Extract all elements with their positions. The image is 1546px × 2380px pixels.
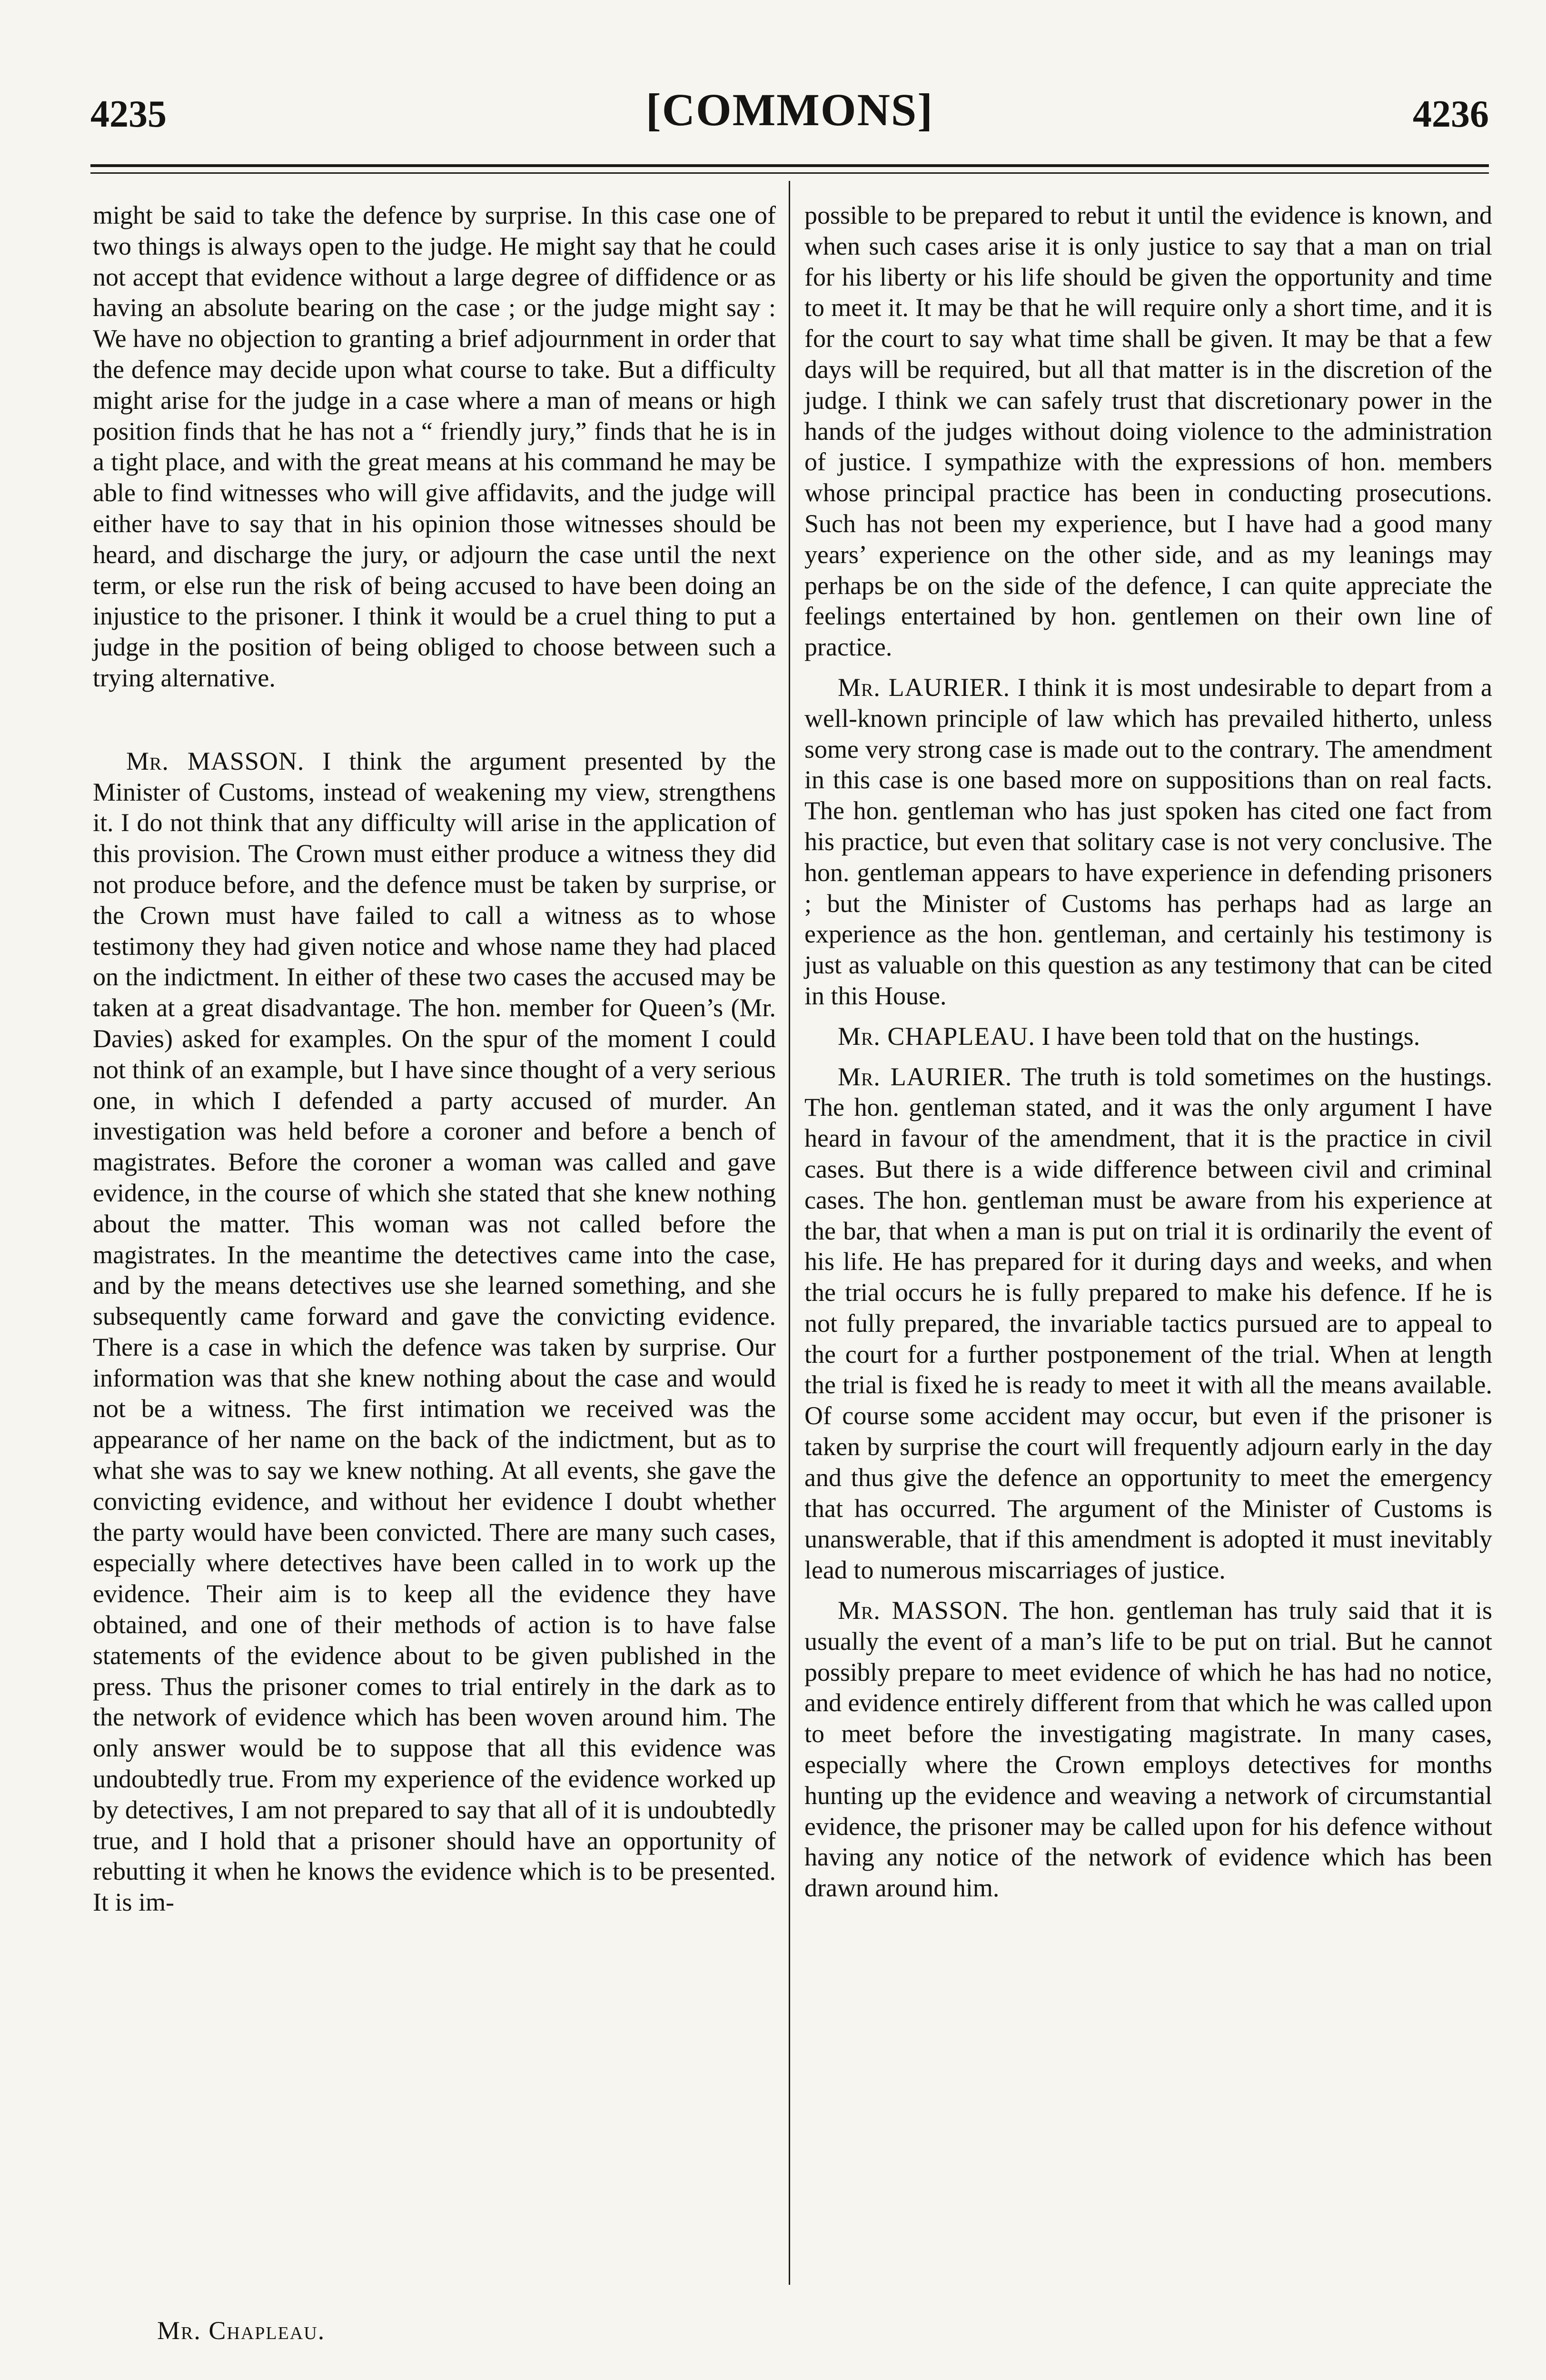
speech [804,672,1492,1012]
speaker-name: Mr. LAURIER. [838,673,1011,702]
speech-text: The hon. gentleman has truly said that it is usually the event of a man’s life to be put on trial. But he cannot possibly prepare to meet evidence of which he has had no notice, and evidence entirely different from that which he was called upon to meet before the investigating magistrate. In many cases, especially where the Crown employs detectives for months hunting up the evidence and weaving a network of circumstantial evidence, the prisoner may be called upon for his defence without having any notice of the network of evidence which has been drawn around him. [804,1596,1493,1903]
speech-text: I think it is most undesirable to depart from a well-known principle of law which has prevailed hitherto, unless some very strong case is made out to the contrary. The amendment in this case is one based more on suppositions than on real facts. The hon. gentleman who has just spoken has cited one fact from his practice, but even that solitary case is not very conclusive. The hon. gentleman appears to have experience in defending prisoners ; but the Minister of Customs has perhaps had as large an experience as the hon. gentleman, and certainly his testimony is just as valuable on this question as any testimony that can be cited in this House. [804,673,1493,1010]
column-divider [789,181,790,2285]
right-column [804,200,1492,1904]
header-rule [90,164,1489,167]
speech-text: I think the argument presented by the Minister of Customs, instead of weakening my view, strengthens it. I do not think that any difficulty will arise in the application of this provision. The Crown must either produce a witness they did not produce before, and the defence must be taken by surprise, or the Crown must have failed to call a witness as to whose testimony they had given notice and whose name they had placed on the indictment. In either of these two cases the accused may be taken at a great disadvantage. The hon. member for Queen’s (Mr. Davies) asked for examples. On the spur of the moment I could not think of an example, but I have since thought of a very serious one, in which I defended a party accused of murder. An investigation was held before a coroner and before a bench of magistrates. Before the coroner a woman was called and gave evidence, in the course of which she stated that she knew nothing about the matter. This woman was not called before the magistrates. In the meantime the detectives came into the case, and by the means detectives use she learned something, and she subsequently came forward and gave the convicting evidence. There is a case in which the defence was taken by surprise. Our information was that she knew nothing about the case and would not be a witness. The first intimation we received was the appearance of her name on the back of the indictment, but as to what she was to say we knew nothing. At all events, she gave the convicting evidence, and without her evidence I doubt whether the party would have been convicted. There are many such cases, especially where detectives have been called in to work up the evidence. Their aim is to keep all the evidence they have obtained, and one of their methods of action is to have false statements of the evidence about to be given published in the press. Thus the prisoner comes to trial entirely in the dark as to the network of evidence which has been woven around him. The only answer would be to suppose that all this evidence was undoubtedly true. From my experience of the evidence worked up by detectives, I am not prepared to say that all of it is undoubtedly true, and I hold that a prisoner should have an opportunity of rebutting it when he knows the evidence which is to be presented. It is im- [93,746,776,1917]
speaker-name: Mr. MASSON. [838,1596,1009,1625]
speech [804,1595,1492,1904]
section-title: [COMMONS] [645,84,934,135]
paragraph [93,200,776,694]
header-rule-thin [90,172,1489,174]
page-number-left: 4235 [90,93,167,135]
page-header [90,83,1489,145]
footer-speaker: Mr. Chapleau. [157,2316,326,2345]
speech [93,746,776,1918]
paragraph [804,200,1492,663]
speaker-name: Mr. MASSON. [126,746,305,775]
paragraph-text: possible to be prepared to rebut it until the evidence is known, and when such cases arise it is only justice to say that a man on trial for his liberty or his life should be given the opportunity and time to meet it. It may be that he will require only a short time, and it is for the court to say what time shall be given. It may be that a few days will be required, but all that matter is in the discretion of the judge. I think we can safely trust that discretionary power in the hands of the judges without doing violence to the administration of justice. I sympathize with the expressions of hon. members whose principal practice has been in conducting prosecutions. Such has not been my experience, but I have had a good many years’ experience on the other side, and as my leanings may perhaps be on the side of the defence, I can quite appreciate the feelings entertained by hon. gentlemen on their own line of practice. [804,201,1492,662]
speech-text: I have been told that on the hustings. [1041,1021,1420,1051]
left-column [93,200,776,1918]
speech [804,1061,1492,1586]
page-number-right: 4236 [1413,93,1489,135]
speaker-name: Mr. CHAPLEAU. [838,1021,1035,1051]
speech [804,1021,1492,1052]
speech-text: The truth is told sometimes on the hustings. The hon. gentleman stated, and it was the only argument I have heard in favour of the amendment, that it is the practice in civil cases. But there is a wide difference between civil and criminal cases. The hon. gentleman must be aware from his experience at the bar, that when a man is put on trial it is ordinarily the event of his life. He has prepared for it during days and weeks, and when the trial occurs he is fully prepared to make his defence. If he is not fully prepared, the invariable tactics pursued are to appeal to the court for a further postponement of the trial. When at length the trial is fixed he is ready to meet it with all the means available. Of course some accident may occur, but even if the prisoner is taken by surprise the court will frequently adjourn early in the day and thus give the defence an opportunity to meet the emergency that has occurred. The argument of the Minister of Customs is unanswerable, that if this amendment is adopted it must inevitably lead to numerous miscarriages of justice. [804,1062,1493,1585]
speaker-name: Mr. LAURIER. [838,1062,1012,1091]
paragraph-text: might be said to take the defence by surprise. In this case one of two things is always open to the judge. He might say that he could not accept that evidence without a large degree of diffidence or as having an absolute bearing on the case ; or the judge might say : We have no objection to granting a brief adjournment in order that the defence may decide upon what course to take. But a difficulty might arise for the judge in a case where a man of means or high position finds that he has not a “ friendly jury,” finds that he is in a tight place, and with the great means at his command he may be able to find witnesses who will give affidavits, and the judge will either have to say that in his opinion those witnesses should be heard, and discharge the jury, or adjourn the case until the next term, or else run the risk of being accused to have been doing an injustice to the prisoner. I think it would be a cruel thing to put a judge in the position of being obliged to choose between such a trying alternative. [93,201,776,692]
